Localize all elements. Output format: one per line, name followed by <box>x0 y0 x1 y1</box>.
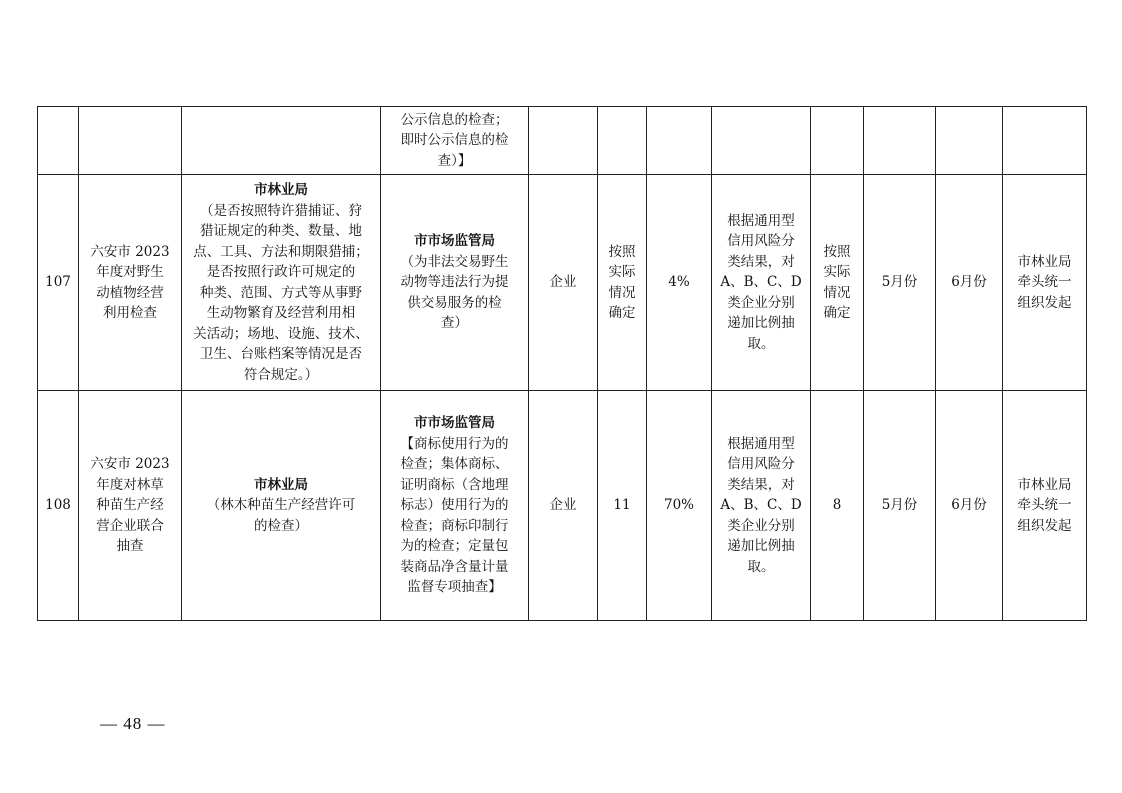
inspectors-line: 实际 <box>823 264 851 280</box>
partner-line: 证明商标（含地理 <box>400 476 509 493</box>
page-number: — 48 — <box>100 714 166 733</box>
method-line: 类企业分别 <box>727 294 795 311</box>
partner-line: 检查；商标印制行 <box>400 517 509 534</box>
note-line: 市林业局 <box>1017 253 1072 270</box>
cell-inspectors <box>811 107 864 175</box>
cell-inspectors <box>811 391 864 621</box>
task-line: 种苗生产经 <box>96 497 164 514</box>
partner-line: 装商品净含量计量 <box>400 558 509 575</box>
cell-end: 6月份 <box>936 391 1003 621</box>
partner-line: 为的检查；定量包 <box>400 538 509 555</box>
initiator-line: 符合规定。） <box>243 366 319 383</box>
cell-task <box>79 175 182 391</box>
note-line: 牵头统一 <box>1017 274 1072 291</box>
task-line: 六安市 2023 <box>90 456 170 473</box>
task-line: 动植物经营 <box>96 284 164 301</box>
method-line: 类结果，对 <box>727 253 795 270</box>
partner-line: 动物等违法行为提 <box>400 274 509 291</box>
partner-lead: 市市场监管局 <box>414 415 495 432</box>
inspection-table <box>37 106 1087 621</box>
cell-object <box>529 107 598 175</box>
cell-initiator <box>182 391 381 621</box>
task-line: 六安市 2023 <box>90 243 170 260</box>
method-line: A、B、C、D <box>720 497 802 514</box>
cell-object: 企业 <box>529 175 598 391</box>
partner-lead: 市市场监管局 <box>414 233 495 250</box>
method-line: 取。 <box>747 335 775 352</box>
partner-line: 【商标使用行为的 <box>400 435 509 452</box>
initiator-line: 种类、范围、方式等从事野 <box>200 284 362 301</box>
initiator-line: 生动物繁育及经营利用相 <box>206 305 356 321</box>
table-row <box>38 391 1087 621</box>
cell-start <box>864 107 936 175</box>
partner-line: 监督专项抽查】 <box>407 579 502 596</box>
method-line: 根据通用型 <box>727 212 795 229</box>
partner-line: 即时公示信息的检 <box>400 132 509 149</box>
inspectors-line: 情况 <box>823 284 851 301</box>
method-line: 递加比例抽 <box>727 538 795 555</box>
count-line: 按照 <box>608 243 636 260</box>
cell-inspectors <box>811 175 864 391</box>
initiator-line: 是否按照行政许可规定的 <box>206 264 356 280</box>
task-line: 利用检查 <box>103 305 157 321</box>
task-line: 年度对林草 <box>96 476 164 493</box>
cell-start: 5月份 <box>864 175 936 391</box>
initiator-line: 卫生、台账档案等情况是否 <box>200 346 362 362</box>
cell-method <box>712 391 811 621</box>
method-line: 类结果，对 <box>727 476 795 493</box>
note-line: 牵头统一 <box>1017 497 1072 514</box>
table-row <box>38 107 1087 175</box>
initiator-line: （是否按照特许猎捕证、狩 <box>200 202 362 219</box>
cell-ratio: 4% <box>647 175 712 391</box>
initiator-line: 关活动；场地、设施、技术、 <box>193 325 369 342</box>
partner-line: 查） <box>441 315 468 332</box>
cell-start: 5月份 <box>864 391 936 621</box>
cell-count <box>598 391 647 621</box>
cell-initiator <box>182 107 381 175</box>
inspectors-line: 8 <box>832 497 842 514</box>
initiator-line: （林木种苗生产经营许可 <box>206 497 356 514</box>
method-line: 递加比例抽 <box>727 315 795 332</box>
initiator-lead: 市林业局 <box>254 182 308 198</box>
cell-no <box>38 107 79 175</box>
cell-method <box>712 175 811 391</box>
cell-count <box>598 107 647 175</box>
cell-task <box>79 107 182 175</box>
partner-line: 检查；集体商标、 <box>400 456 509 473</box>
note-line: 市林业局 <box>1017 476 1072 493</box>
initiator-line: 猎证规定的种类、数量、地 <box>200 223 362 239</box>
method-line: 信用风险分 <box>727 233 795 250</box>
partner-line: 标志）使用行为的 <box>400 497 509 514</box>
cell-partner <box>381 107 529 175</box>
method-line: 类企业分别 <box>727 517 795 534</box>
initiator-line: 的检查） <box>254 517 308 534</box>
method-line: 根据通用型 <box>727 435 795 452</box>
count-line: 确定 <box>608 305 636 321</box>
cell-end: 6月份 <box>936 175 1003 391</box>
cell-no: 108 <box>38 391 79 621</box>
cell-no: 107 <box>38 175 79 391</box>
initiator-lead: 市林业局 <box>254 476 308 493</box>
cell-partner <box>381 175 529 391</box>
cell-note <box>1003 175 1087 391</box>
inspectors-line: 确定 <box>823 305 851 321</box>
cell-count <box>598 175 647 391</box>
inspectors-line: 按照 <box>823 243 851 260</box>
table-row <box>38 175 1087 391</box>
count-line: 实际 <box>608 264 636 280</box>
cell-ratio: 70% <box>647 391 712 621</box>
cell-partner <box>381 391 529 621</box>
cell-object: 企业 <box>529 391 598 621</box>
note-line: 组织发起 <box>1017 294 1072 311</box>
cell-end <box>936 107 1003 175</box>
cell-note <box>1003 391 1087 621</box>
task-line: 抽查 <box>116 538 144 555</box>
initiator-line: 点、工具、方法和期限猎捕； <box>193 243 369 260</box>
partner-line: 查）】 <box>437 152 472 169</box>
partner-line: 供交易服务的检 <box>407 294 502 311</box>
note-line: 组织发起 <box>1017 517 1072 534</box>
method-line: A、B、C、D <box>720 274 802 291</box>
cell-method <box>712 107 811 175</box>
method-line: 取。 <box>747 558 775 575</box>
cell-initiator <box>182 175 381 391</box>
partner-line: 公示信息的检查； <box>400 111 509 128</box>
count-line: 11 <box>613 497 631 514</box>
cell-ratio <box>647 107 712 175</box>
task-line: 营企业联合 <box>96 517 164 534</box>
cell-task <box>79 391 182 621</box>
partner-line: （为非法交易野生 <box>400 253 509 270</box>
task-line: 年度对野生 <box>96 264 164 280</box>
count-line: 情况 <box>608 284 636 301</box>
cell-note <box>1003 107 1087 175</box>
method-line: 信用风险分 <box>727 456 795 473</box>
